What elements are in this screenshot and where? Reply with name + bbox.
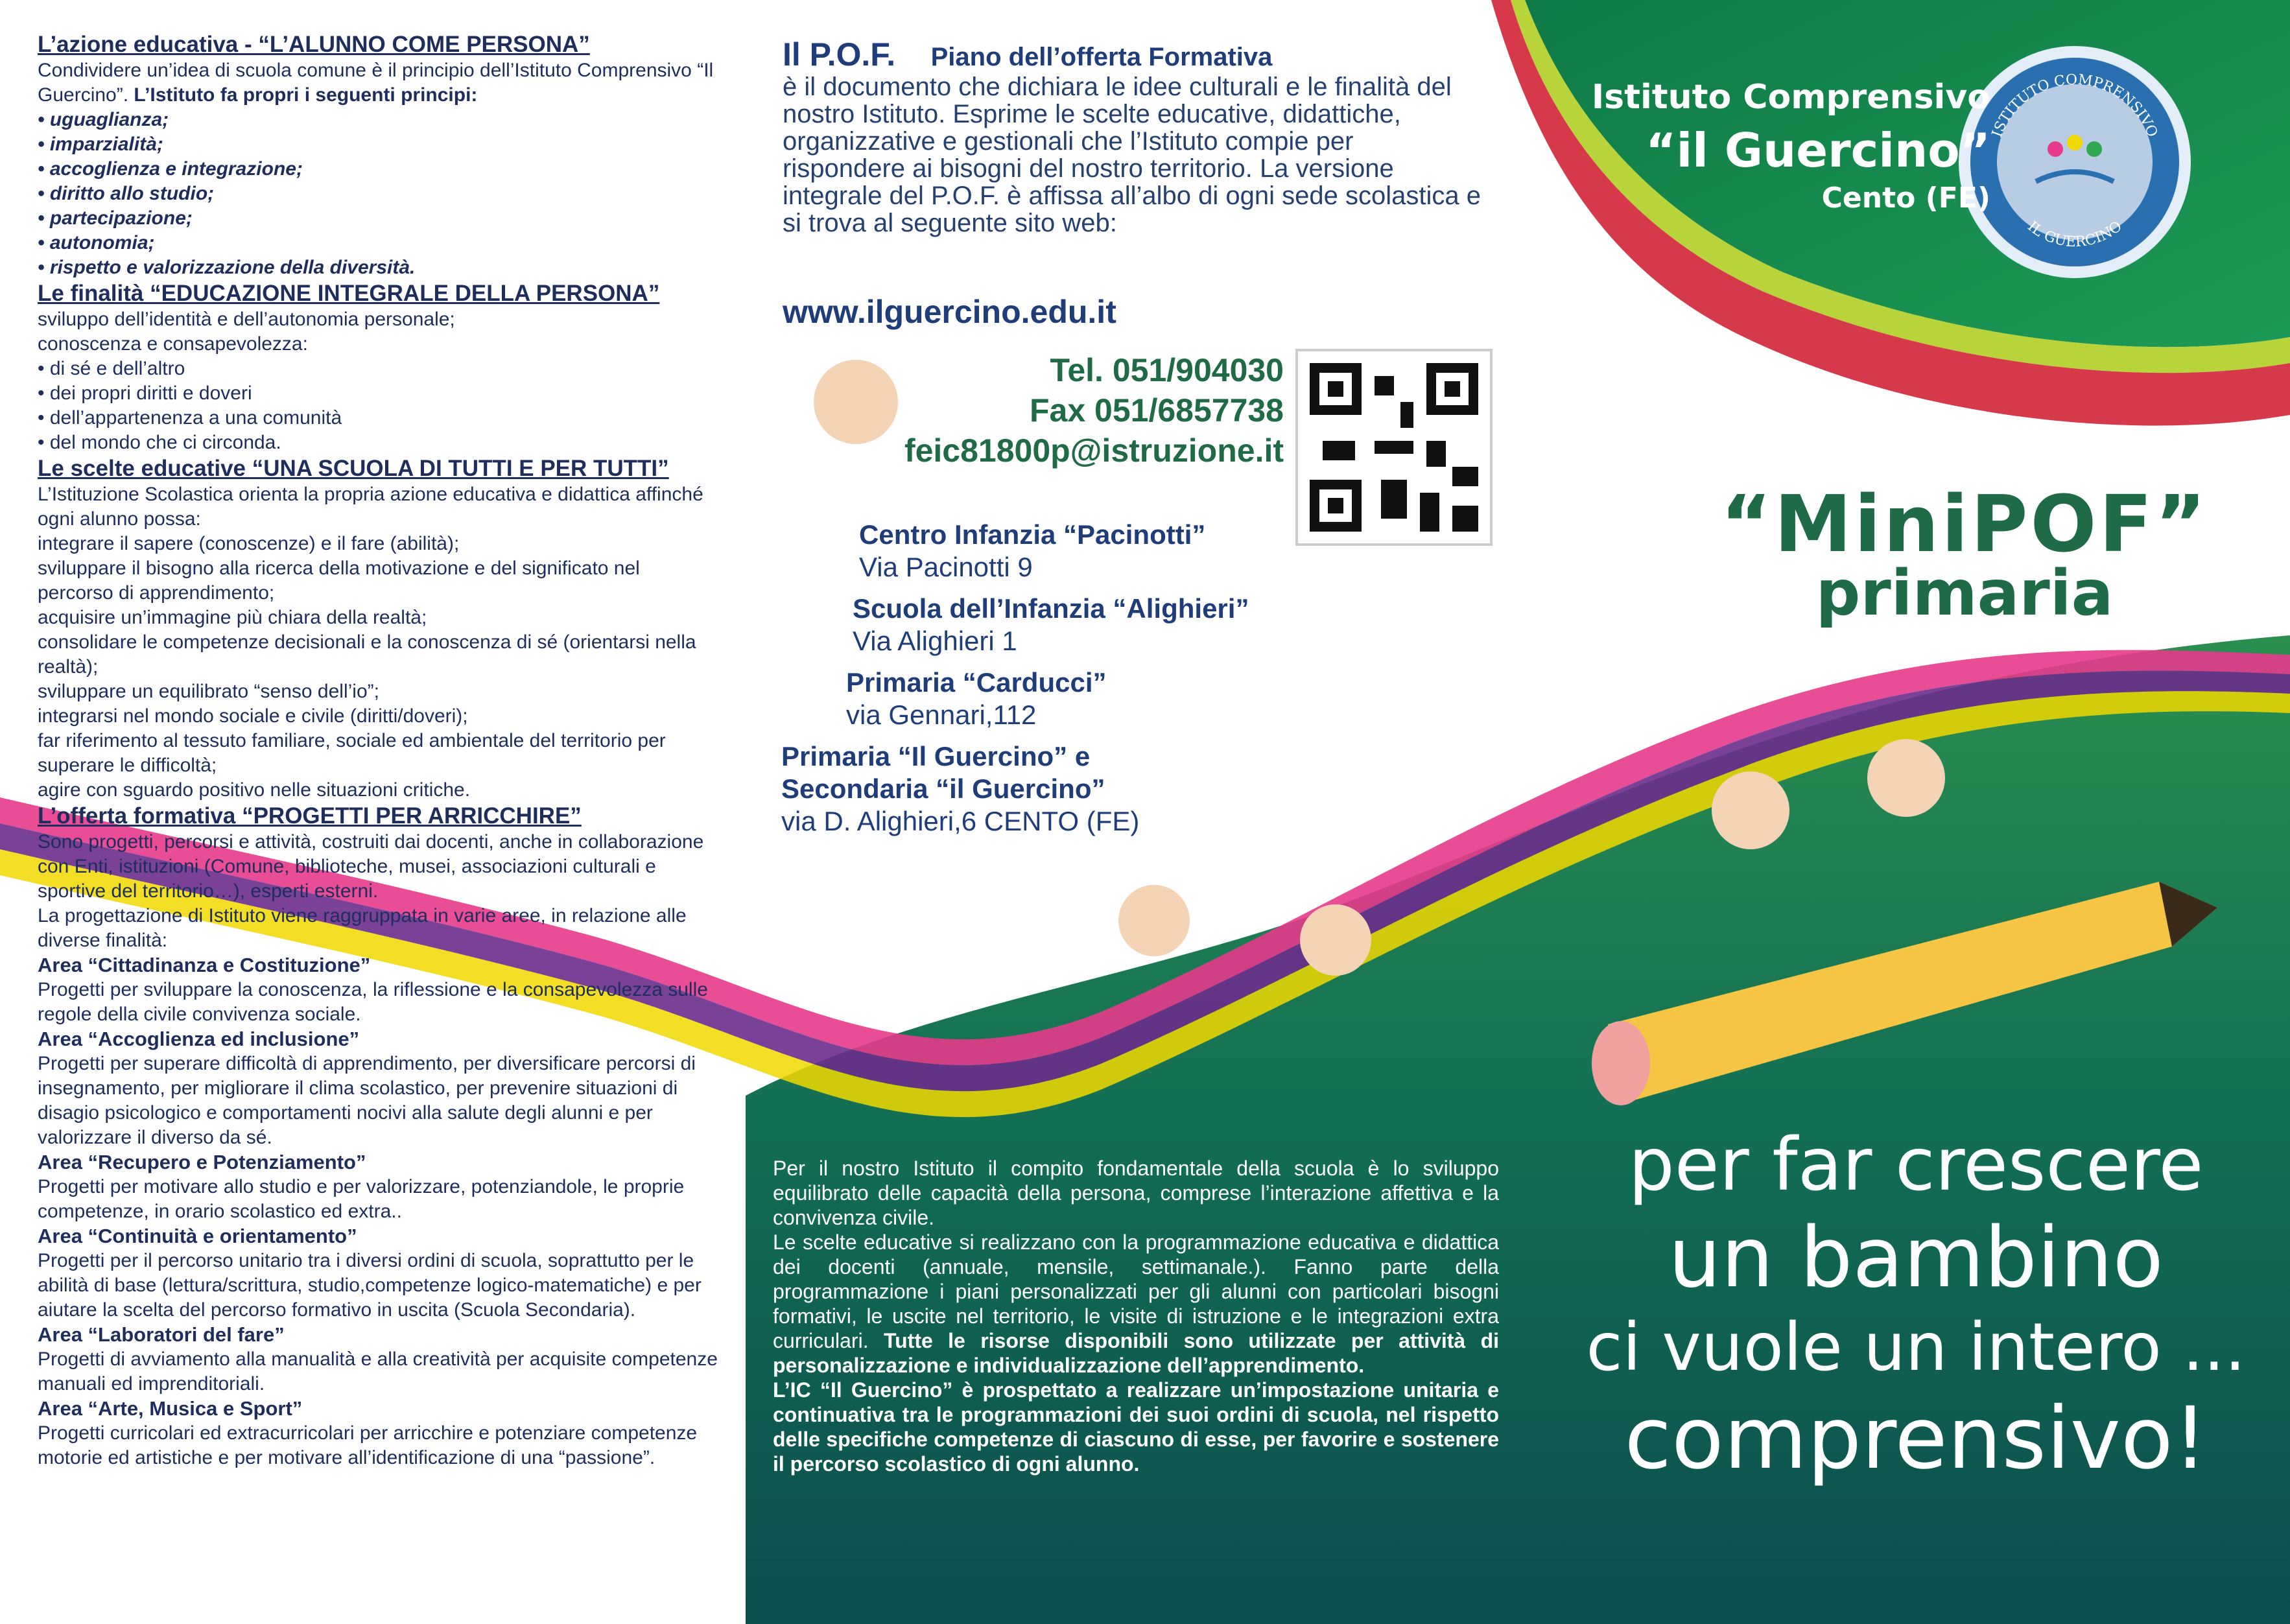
minipof-subtitle: primaria (1815, 557, 2114, 630)
institute-line-2: “il Guercino” (1646, 123, 1990, 178)
slogan-line-3: ci vuole un intero ... (1586, 1308, 2246, 1386)
school-name: Primaria “Carducci” (846, 667, 1107, 698)
fax-number: Fax 051/6857738 (1029, 392, 1284, 429)
pof-heading: Il P.O.F. (783, 36, 896, 73)
slogan-line-1: per far crescere (1628, 1123, 2204, 1207)
school-address: via Gennari,112 (846, 700, 1037, 730)
offerta-text-1: Sono progetti, percorsi e attività, costruiti dai docenti, anche in collaborazione con Enti, istituzioni (Comune, biblioteche, musei, associazioni culturali e sportive del territorio…), esperti esterni. (38, 831, 704, 902)
list-item: • di sé e dell’altro (38, 358, 185, 379)
list-item: • imparzialità; (38, 134, 163, 155)
intro-principles-label: L’Istituto fa propri i seguenti principi: (134, 84, 478, 106)
area-title: Area “Cittadinanza e Costituzione” (38, 954, 371, 976)
heading-finalita: Le finalità “EDUCAZIONE INTEGRALE DELLA PERSONA” (38, 281, 660, 306)
list-item: integrarsi nel mondo sociale e civile (diritti/doveri); (38, 705, 468, 727)
area-title: Area “Recupero e Potenziamento” (38, 1151, 366, 1173)
list-item: • uguaglianza; (38, 109, 169, 130)
list-item: • accoglienza e integrazione; (38, 158, 303, 180)
slogan-line-2: un bambino (1668, 1210, 2164, 1307)
area-title: Area “Laboratori del fare” (38, 1323, 285, 1346)
logo-children-icon (2036, 135, 2114, 182)
contacts-block (882, 350, 1284, 471)
mission-text (773, 1156, 1499, 1476)
list-item: integrare il sapere (conoscenze) e il fare (abilità); (38, 533, 460, 554)
list-item: consolidare le competenze decisionali e la conoscenza di sé (orientarsi nella realtà); (38, 631, 696, 677)
offerta-text-2: La progettazione di Istituto viene raggruppata in varie aree, in relazione alle diverse finalità: (38, 905, 687, 951)
heading-scelte-educative: Le scelte educative “UNA SCUOLA DI TUTTI E PER TUTTI” (38, 456, 669, 481)
left-panel (0, 0, 746, 1624)
heading-azione-educativa: L’azione educativa - “L’ALUNNO COME PERSONA” (38, 32, 590, 57)
phone-number: Tel. 051/904030 (1050, 352, 1284, 388)
principles-list (38, 108, 720, 280)
logo-text-bottom: IL GUERCINO (2024, 218, 2125, 251)
area-title: Area “Arte, Musica e Sport” (38, 1397, 303, 1420)
intro-text: Condividere un’idea di scuola comune è il principio dell’Istituto Comprensivo “Il Guercino”. (38, 60, 714, 106)
institute-line-1: Istituto Comprensivo (1591, 78, 1990, 117)
svg-text:IL GUERCINO (2024, 218, 2125, 251)
area-text: Progetti per il percorso unitario tra i diversi ordini di scuola, soprattutto per le abilità di base (lettura/scrittura, studio,competenze logico-matematiche) e per aiutare la scelta del percorso formativo in uscita (Scuola Secondaria). (38, 1250, 702, 1321)
area-text: Progetti per motivare allo studio e per valorizzare, potenziandole, le proprie competenze, in orario scolastico ed extra.. (38, 1176, 685, 1222)
scelte-list (38, 482, 720, 803)
website-link[interactable]: www.ilguercino.edu.it (783, 294, 1116, 330)
minipof-title-block (1673, 480, 2256, 630)
school-name: Centro Infanzia “Pacinotti” (859, 519, 1206, 550)
school-name: Primaria “Il Guercino” e Secondaria “il Guercino” (781, 741, 1105, 804)
list-item: • diritto allo studio; (38, 183, 215, 204)
area-text: Progetti per superare difficoltà di apprendimento, per diversificare percorsi di insegnamento, per migliorare il clima scolastico, per prevenire situazioni di disagio psicologico e comportamenti nocivi alla salute degli alunni e per valorizzare il diverso da sé. (38, 1053, 696, 1148)
area-text: Progetti per sviluppare la conoscenza, la riflessione e la consapevolezza sulle regole della civile convivenza sociale. (38, 979, 708, 1025)
list-item: • dei propri diritti e doveri (38, 382, 252, 404)
institute-logo (1965, 52, 2185, 272)
area-title: Area “Continuità e orientamento” (38, 1225, 357, 1247)
list-item: • del mondo che ci circonda. (38, 432, 281, 453)
pof-section (783, 36, 1483, 237)
minipof-title: “MiniPOF” (1720, 480, 2209, 570)
pof-subheading: Piano dell’offerta Formativa (930, 43, 1273, 71)
school-address: via D. Alighieri,6 CENTO (FE) (781, 806, 1140, 836)
logo-text-top: ISTITUTO COMPRENSIVO (1989, 71, 2161, 140)
list-item: sviluppare un equilibrato “senso dell’io”; (38, 681, 379, 702)
mission-paragraph-2-bold: Tutte le risorse disponibili sono utilizzate per attività di personalizzazione e individualizzazione dell’apprendimento. (773, 1329, 1500, 1377)
slogan-line-4: comprensivo! (1624, 1389, 2208, 1489)
list-item: L’Istituzione Scolastica orienta la propria azione educativa e didattica affinché ogni alunno possa: (38, 484, 703, 530)
school-name: Scuola dell’Infanzia “Alighieri” (853, 593, 1249, 624)
slogan-block (1556, 1122, 2276, 1490)
mission-paragraph-3: L’IC “Il Guercino” è prospettato a realizzare un’impostazione unitaria e continuativa tra le programmazioni dei suoi ordini di scuola, nel rispetto delle specifiche competenze di ciascuno di esse, per favorire e sostenere il percorso scolastico di ogni alunno. (773, 1378, 1499, 1476)
heading-offerta-formativa: L’offerta formativa “PROGETTI PER ARRICCHIRE” (38, 803, 582, 829)
list-item: far riferimento al tessuto familiare, sociale ed ambientale del territorio per superare le difficoltà; (38, 730, 666, 776)
pof-body: è il documento che dichiara le idee culturali e le finalità del nostro Istituto. Esprime le scelte educative, didattiche, organizzative e gestionali che l’Istituto compie per rispondere ai bisogni del nostro territorio. La versione integrale del P.O.F. è affissa all’albo di ogni sede scolastica e si trova al seguente sito web: (783, 73, 1481, 237)
list-item: • dell’appartenenza a una comunità (38, 407, 342, 429)
institute-title (1543, 78, 1990, 215)
school-address: Via Alighieri 1 (853, 626, 1017, 656)
finalita-list (38, 307, 720, 455)
list-item: agire con sguardo positivo nelle situazioni critiche. (38, 779, 471, 801)
list-item: conoscenza e consapevolezza: (38, 333, 308, 355)
list-item: • autonomia; (38, 232, 155, 253)
list-item: sviluppo dell’identità e dell’autonomia personale; (38, 309, 455, 330)
list-item: acquisire un’immagine più chiara della realtà; (38, 607, 427, 628)
area-text: Progetti curricolari ed extracurricolari per arricchire e potenziare competenze motorie ed artistiche e per motivare all’identificazione di una “passione”. (38, 1422, 698, 1468)
mission-paragraph-2: Le scelte educative si realizzano con la programmazione educativa e didattica dei docenti (annuale, mensile, settimanale.). Fanno parte della programmazione i piani personalizzati per gli alunni con particolari bisogni formativi, le uscite nel territorio, le visite di istruzione e le integrazioni extra curriculari. (773, 1230, 1499, 1352)
area-title: Area “Accoglienza ed inclusione” (38, 1028, 360, 1050)
list-item: • partecipazione; (38, 207, 193, 229)
mission-paragraph-1: Per il nostro Istituto il compito fondamentale della scuola è lo sviluppo equilibrato delle capacità della persona, comprese l’interazione affettiva e la convivenza civile. (773, 1157, 1499, 1229)
institute-line-3: Cento (FE) (1821, 182, 1990, 215)
school-address: Via Pacinotti 9 (859, 552, 1033, 582)
email-address[interactable]: feic81800p@istruzione.it (904, 432, 1284, 469)
list-item: sviluppare il bisogno alla ricerca della motivazione e del significato nel percorso di apprendimento; (38, 558, 640, 604)
area-text: Progetti di avviamento alla manualità e alla creatività per acquisite competenze manuali ed imprenditoriali. (38, 1348, 718, 1395)
list-item: • rispetto e valorizzazione della diversità. (38, 257, 416, 278)
svg-text:ISTITUTO COMPRENSIVO (1989, 72, 2160, 139)
schools-list (781, 519, 1339, 847)
